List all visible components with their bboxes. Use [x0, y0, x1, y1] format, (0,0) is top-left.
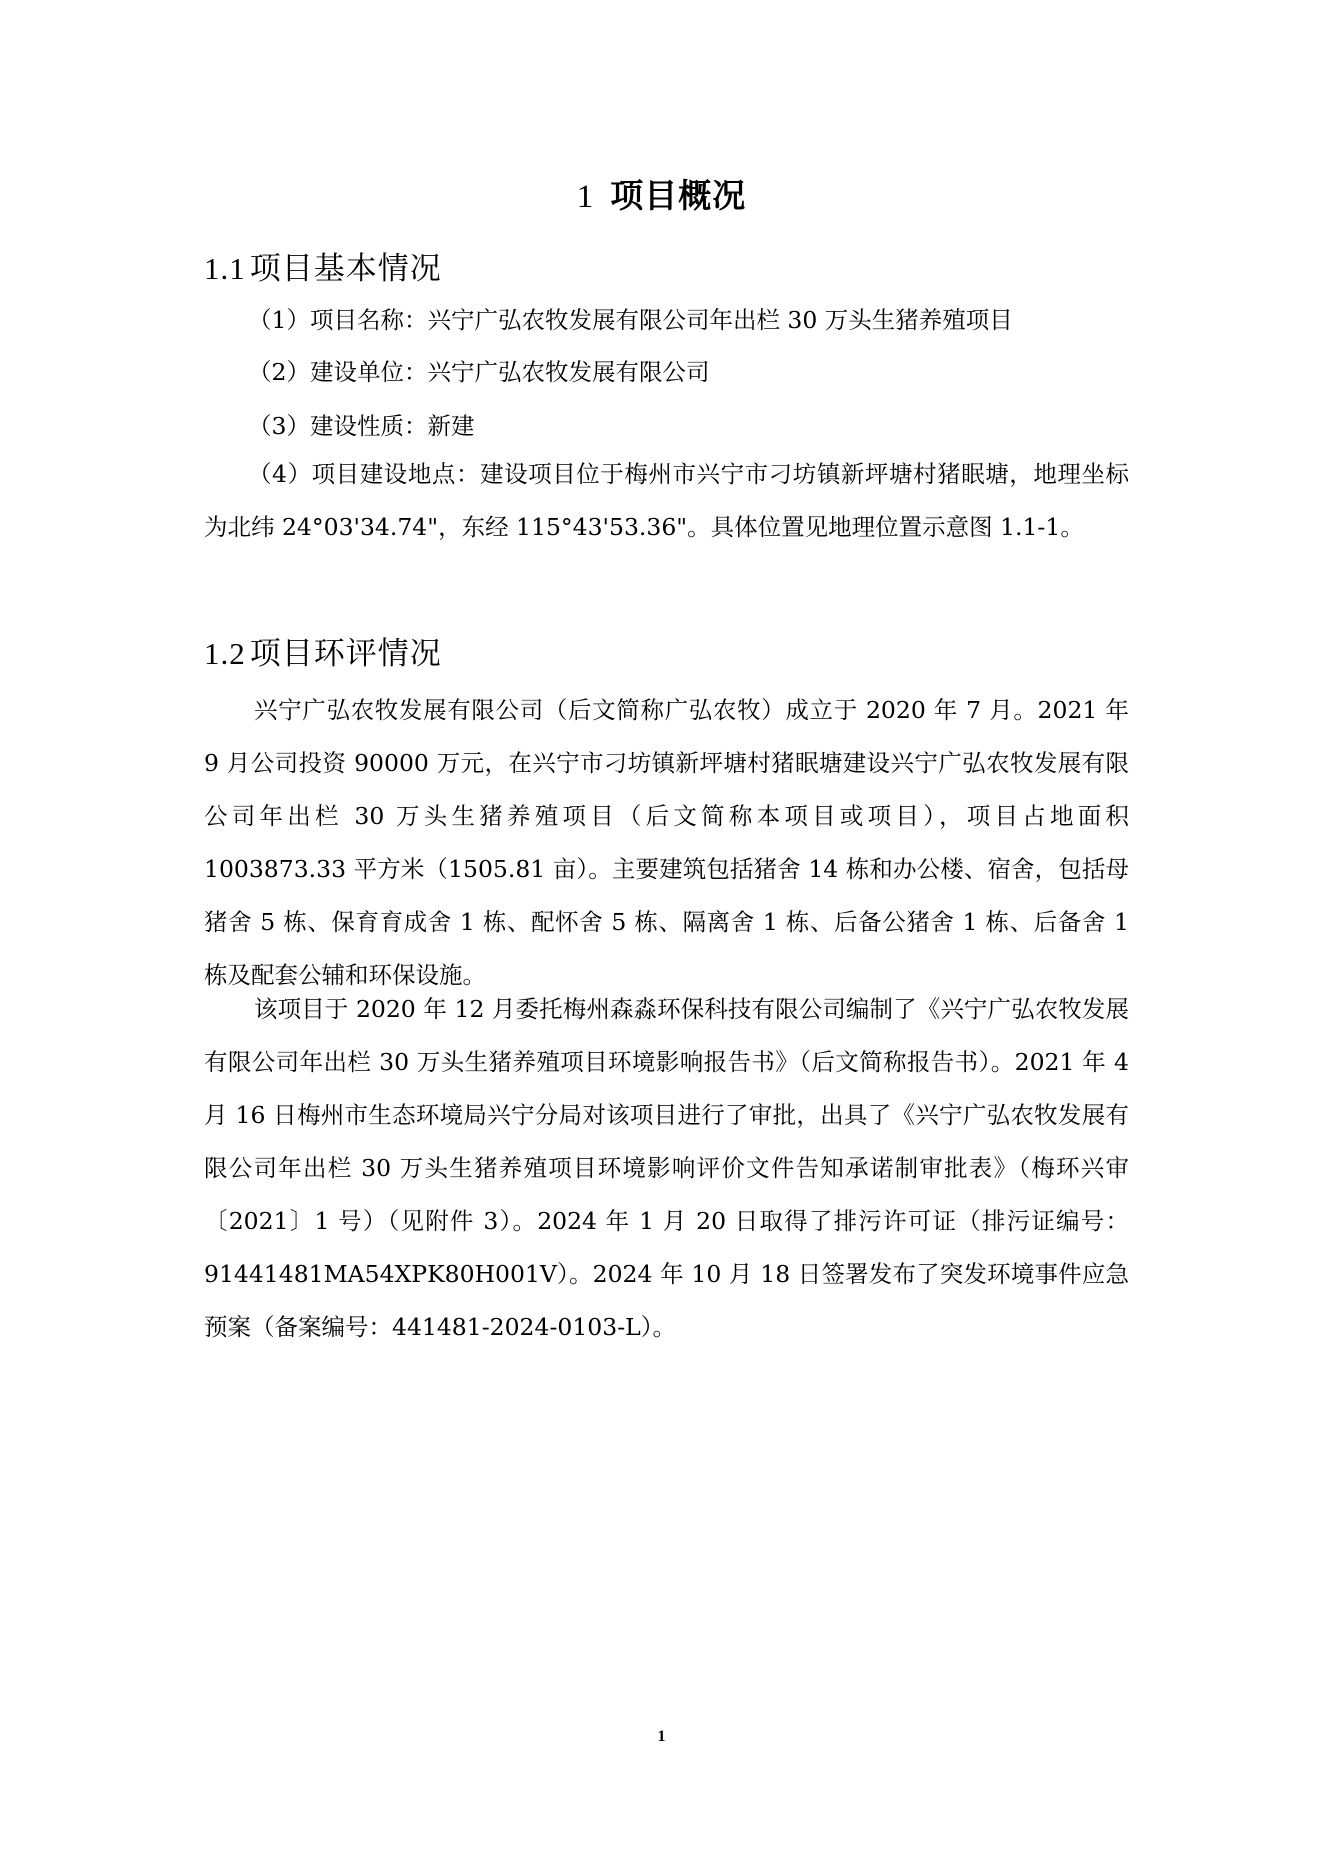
chapter-title-text: 项目概况: [610, 176, 747, 215]
section-title-1-1: [204, 243, 442, 288]
section-title-text: 项目环评情况: [249, 636, 442, 672]
item-project-name: （1）项目名称：兴宁广弘农牧发展有限公司年出栏 30 万头生猪养殖项目: [248, 306, 1013, 334]
item-construction-location: （4）项目建设地点：建设项目位于梅州市兴宁市刁坊镇新坪塘村猪眠塘，地理坐标为北纬 24°03'34.74"，东经 115°43'53.36"。具体位置见地理位置示意图 1.1-1。: [204, 460, 1129, 541]
section-title-text: 项目基本情况: [249, 251, 442, 287]
item-construction-nature: （3）建设性质：新建: [248, 412, 475, 440]
section-title-1-2: [204, 628, 442, 673]
paragraph-eia-approval: 该项目于 2020 年 12 月委托梅州森淼环保科技有限公司编制了《兴宁广弘农牧发展有限公司年出栏 30 万头生猪养殖项目环境影响报告书》（后文简称报告书）。2021 年 4 月 16 日梅州市生态环境局兴宁分局对该项目进行了审批，出具了《兴宁广弘农牧发展有限公司年出栏 30 万头生猪养殖项目环境影响评价文件告知承诺制审批表》（梅环兴审〔2021〕1 号）（见附件 3）。2024 年 1 月 20 日取得了排污许可证（排污证编号：91441481MA54XPK80H001V）。2024 年 10 月 18 日签署发布了突发环境事件应急预案（备案编号：441481-2024-0103-L）。: [204, 995, 1129, 1341]
section-number: 1.2: [204, 636, 246, 671]
chapter-number: 1: [576, 179, 595, 215]
paragraph-company-overview: 兴宁广弘农牧发展有限公司（后文简称广弘农牧）成立于 2020 年 7 月。2021 年 9 月公司投资 90000 万元，在兴宁市刁坊镇新坪塘村猪眠塘建设兴宁广弘农牧发展有限公司年出栏 30 万头生猪养殖项目（后文简称本项目或项目），项目占地面积 1003873.33 平方米（1505.81 亩）。主要建筑包括猪舍 14 栋和办公楼、宿舍，包括母猪舍 5 栋、保育育成舍 1 栋、配怀舍 5 栋、隔离舍 1 栋、后备公猪舍 1 栋、后备舍 1 栋及配套公辅和环保设施。: [204, 696, 1129, 989]
chapter-title: [0, 170, 1323, 217]
item-construction-unit: （2）建设单位：兴宁广弘农牧发展有限公司: [248, 358, 710, 386]
section-number: 1.1: [204, 251, 246, 286]
page-number: 1: [657, 1728, 666, 1745]
